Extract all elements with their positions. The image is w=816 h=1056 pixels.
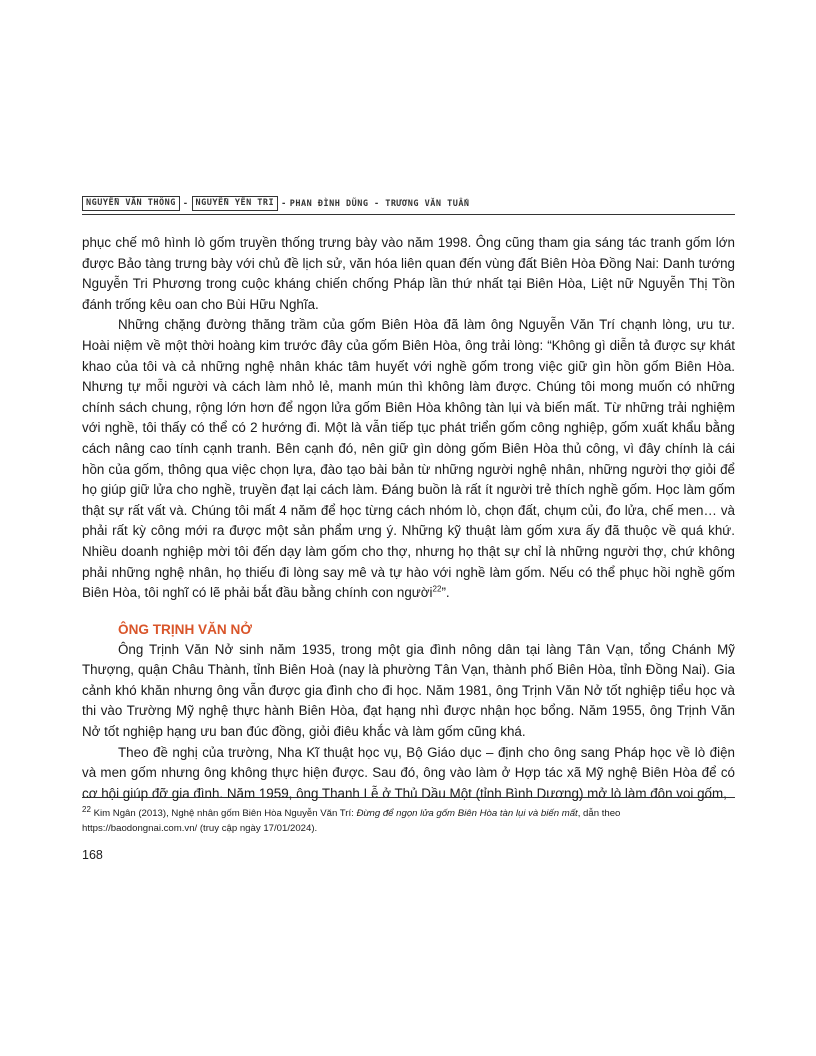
footnote-source: , dẫn theo https://baodongnai.com.vn/ (truy cập ngày 17/01/2024).	[82, 808, 621, 834]
footnote-title: Đừng để ngọn lửa gốm Biên Hòa tàn lụi và biến mất	[356, 808, 578, 819]
footnote-rule	[82, 797, 735, 798]
header-separator: -	[182, 198, 189, 209]
paragraph-1: phục chế mô hình lò gốm truyền thống trưng bày vào năm 1998. Ông cũng tham gia sáng tác tranh gốm lớn được Bảo tàng trưng bày với chủ đề lịch sử, văn hóa liên quan đến vùng đất Biên Hòa Đồng Nai: Danh tướng Nguyễn Tri Phương trong cuộc kháng chiến chống Pháp lần thứ nhất tại Biên Hòa, Liệt nữ Nguyễn Thị Tồn đánh trống kêu oan cho Bùi Hữu Nghĩa.	[82, 235, 735, 312]
paragraph-2	[82, 315, 735, 603]
paragraph-2-text: Những chặng đường thăng trầm của gốm Biên Hòa đã làm ông Nguyễn Văn Trí chạnh lòng, ưu tư. Hoài niệm về một thời hoàng kim trước đây của gốm Biên Hòa, ông trải lòng: “Không gì diễn tả được sự khát khao của tôi và cả những nghệ nhân khác tâm huyết với nghề gốm trong việc giữ gìn hồn gốm Biên Hòa. Nhưng tự mỗi người và cách làm nhỏ lẻ, manh mún thì không làm được. Chúng tôi mong muốn có những chính sách chung, rộng lớn hơn để ngọn lửa gốm Biên Hòa không tàn lụi và biến mất. Từ những trải nghiệm với nghề, tôi thấy có thể có 2 hướng đi. Một là vẫn tiếp tục phát triển gốm công nghiệp, gốm xuất khẩu bằng cách nâng cao tính cạnh tranh. Bên cạnh đó, nên giữ gìn dòng gốm Biên Hòa thủ công, vì đây chính là cái hồn của gốm, thông qua việc chọn lựa, đào tạo bài bản từ những người nghệ nhân, những người thợ giỏi để họ giúp giữ lửa cho nghề, truyền đạt lại cách làm. Đáng buồn là rất ít người trẻ thích nghề gốm. Học làm gốm thật sự rất vất và. Chúng tôi mất 4 năm để học từng cách nhóm lò, chọn đất, chụm củi, đo lửa, chế men… và phải rất kỳ công mới ra được một sản phẩm ưng ý. Những kỹ thuật làm gốm xưa ấy đã thuộc về quá khứ. Nhiều doanh nghiệp mời tôi đến dạy làm gốm cho thợ, nhưng họ thật sự chỉ là những người thợ, chứ không phải những nghệ nhân, họ thiếu đi lòng say mê và tự hào với nghề làm gốm. Nếu có thể phục hồi nghề gốm Biên Hòa, tôi nghĩ có lẽ phải bắt đầu bằng chính con người	[82, 317, 735, 601]
page-number: 168	[82, 848, 103, 862]
header-rule	[82, 214, 735, 215]
section-title: ÔNG TRỊNH VĂN NỞ	[118, 621, 252, 637]
paragraph-3: Ông Trịnh Văn Nở sinh năm 1935, trong một gia đình nông dân tại làng Tân Vạn, tổng Chánh Mỹ Thượng, quận Châu Thành, tỉnh Biên Hoà (nay là phường Tân Vạn, thành phố Biên Hòa, tỉnh Đồng Nai). Gia cảnh khó khăn nhưng ông vẫn được gia đình cho đi học. Năm 1981, ông Trịnh Văn Nở tốt nghiệp tiểu học và thi vào Trường Mỹ nghệ thực hành Biên Hòa, đạt hạng nhì được nhận học bổng. Năm 1955, ông Trịnh Văn Nở tốt nghiệp hạng ưu ban đúc đồng, giỏi điêu khắc và làm gốm cũng khá.	[82, 641, 735, 740]
body-text	[82, 233, 735, 804]
header-author-2: NGUYỄN YÊN TRI	[192, 196, 279, 211]
footnote	[82, 806, 735, 836]
footnote-text: Kim Ngân (2013), Nghệ nhân gốm Biên Hòa Nguyễn Văn Trí:	[90, 808, 357, 819]
paragraph-4: Theo đề nghị của trường, Nha Kĩ thuật học vụ, Bộ Giáo dục – định cho ông sang Pháp học về lò điện và men gốm nhưng ông không thực hiện được. Sau đó, ông vào làm ở Hợp tác xã Mỹ nghệ Biên Hòa để có cơ hội giúp đỡ gia đình. Năm 1959, ông Thanh Lễ ở Thủ Dầu Một (tỉnh Bình Dương) mở lò làm đôn voi gốm,	[82, 744, 735, 801]
header-other-authors: PHAN ĐÌNH DŨNG - TRƯƠNG VĂN TUẤN	[289, 198, 470, 209]
running-header	[82, 196, 735, 216]
header-separator: -	[281, 198, 287, 209]
footnote-ref[interactable]: 22	[432, 584, 442, 594]
header-author-1: NGUYỄN VĂN THÔNG	[82, 196, 180, 211]
footnote-number: 22	[82, 804, 91, 814]
paragraph-2-end: ”.	[441, 585, 450, 601]
